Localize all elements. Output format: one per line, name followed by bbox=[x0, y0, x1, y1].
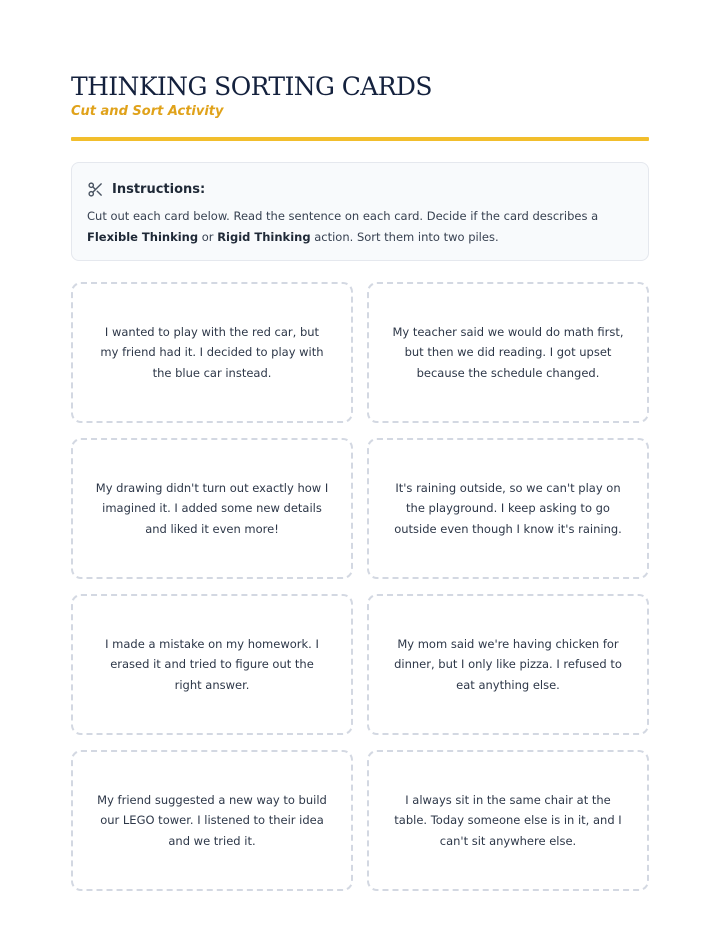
instructions-text-end: action. Sort them into two piles. bbox=[310, 229, 499, 244]
sorting-card[interactable] bbox=[367, 438, 649, 579]
card-text: My teacher said we would do math first, but then we did reading. I got upset because the schedule changed. bbox=[392, 324, 624, 380]
instructions-header bbox=[87, 178, 633, 200]
instructions-text-start: Cut out each card below. Read the sentence on each card. Decide if the card describes a bbox=[87, 209, 599, 223]
sorting-cards-grid bbox=[71, 282, 649, 891]
instructions-heading: Instructions: bbox=[112, 181, 206, 197]
sorting-card[interactable] bbox=[367, 750, 649, 891]
sorting-card[interactable] bbox=[71, 750, 353, 891]
sorting-card[interactable] bbox=[71, 438, 353, 579]
sorting-card[interactable] bbox=[71, 594, 353, 735]
flexible-thinking-label: Flexible Thinking bbox=[87, 229, 199, 244]
card-text: My drawing didn't turn out exactly how I imagined it. I added some new details and liked it even more! bbox=[95, 480, 329, 536]
instructions-text bbox=[87, 206, 633, 247]
page-title: THINKING SORTING CARDS bbox=[71, 72, 432, 101]
card-text: I made a mistake on my homework. I erased it and tried to figure out the right answer. bbox=[105, 636, 319, 692]
sorting-card[interactable] bbox=[367, 282, 649, 423]
instructions-box bbox=[71, 162, 649, 261]
card-text: My friend suggested a new way to build our LEGO tower. I listened to their idea and we tried it. bbox=[97, 792, 327, 848]
sorting-card[interactable] bbox=[71, 282, 353, 423]
card-text: I wanted to play with the red car, but my friend had it. I decided to play with the blue car instead. bbox=[100, 324, 324, 380]
scissors-icon bbox=[87, 181, 104, 198]
card-text: My mom said we're having chicken for dinner, but I only like pizza. I refused to eat anything else. bbox=[394, 636, 622, 692]
sorting-card[interactable] bbox=[367, 594, 649, 735]
rigid-thinking-label: Rigid Thinking bbox=[217, 229, 311, 244]
card-text: I always sit in the same chair at the table. Today someone else is in it, and I can't sit anywhere else. bbox=[394, 792, 622, 848]
header-divider bbox=[71, 137, 649, 141]
instructions-text-or: or bbox=[198, 229, 218, 244]
page-subtitle: Cut and Sort Activity bbox=[71, 104, 224, 119]
card-text: It's raining outside, so we can't play on the playground. I keep asking to go outside even though I know it's raining. bbox=[394, 480, 622, 536]
